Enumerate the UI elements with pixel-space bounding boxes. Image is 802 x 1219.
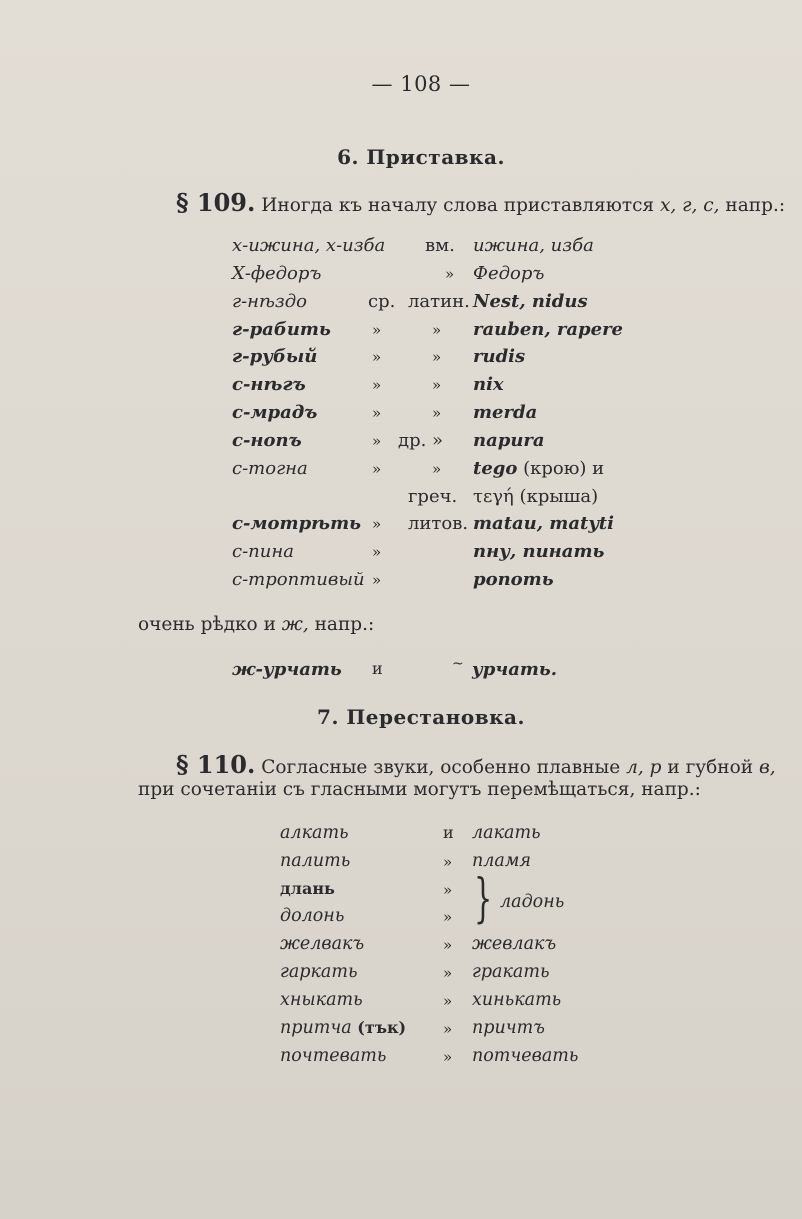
brace-word: ладонь — [500, 892, 565, 912]
paragraph-number: § 110. — [176, 750, 256, 779]
brace-glyph: } — [474, 869, 493, 929]
paragraph-110-line-2: при сочетаніи съ гласными могутъ перемѣщаться, напр.: — [138, 779, 701, 800]
paragraph-number: § 109. — [176, 188, 256, 217]
page-number: — 108 — — [371, 72, 471, 96]
paragraph-110: § 110. Согласные звуки, особенно плавные л, р и губной в, — [176, 750, 776, 779]
rare-note: очень рѣдко и ж, напр.: — [138, 614, 375, 635]
section-7-heading: 7. Перестановка. — [317, 705, 525, 729]
section-6-heading: 6. Приставка. — [337, 145, 505, 169]
book-page: — 108 — 6. Приставка. § 109. Иногда къ началу слова приставляются х, г, с, напр.: х-ижина, х-изба вм. ижина, изба Х-федоръ » Федоръ г-нѣздо ср. латин. Nest, nidus г-рабить » » rauben, rapere г-рубый » » rudis с-нѣгъ » » nix с-мрадъ » » merda с-нопъ » др. » napura с-тогна » » tego (крою) и греч. τεγή (крыша) с-мотрѣть » литов. matau, matyti с-пина » пну, пинать с-троптивый » ропоть очень рѣдко и ж, напр.: ж-урчать и ~ урчать. 7. Перестановка. § 110. Согласные звуки, особенно плавные л, р и губной в, при сочетаніи съ гласными могутъ перемѣщаться, напр.: алкать и лакать палить » пламя длань » долонь » } ладонь желвакъ » жевлакъ гаркать » гракать хныкать » хинькать притча (тък) » причтъ почтевать » потчевать — [0, 0, 802, 1219]
paragraph-109: § 109. Иногда къ началу слова приставляются х, г, с, напр.: — [176, 188, 786, 217]
